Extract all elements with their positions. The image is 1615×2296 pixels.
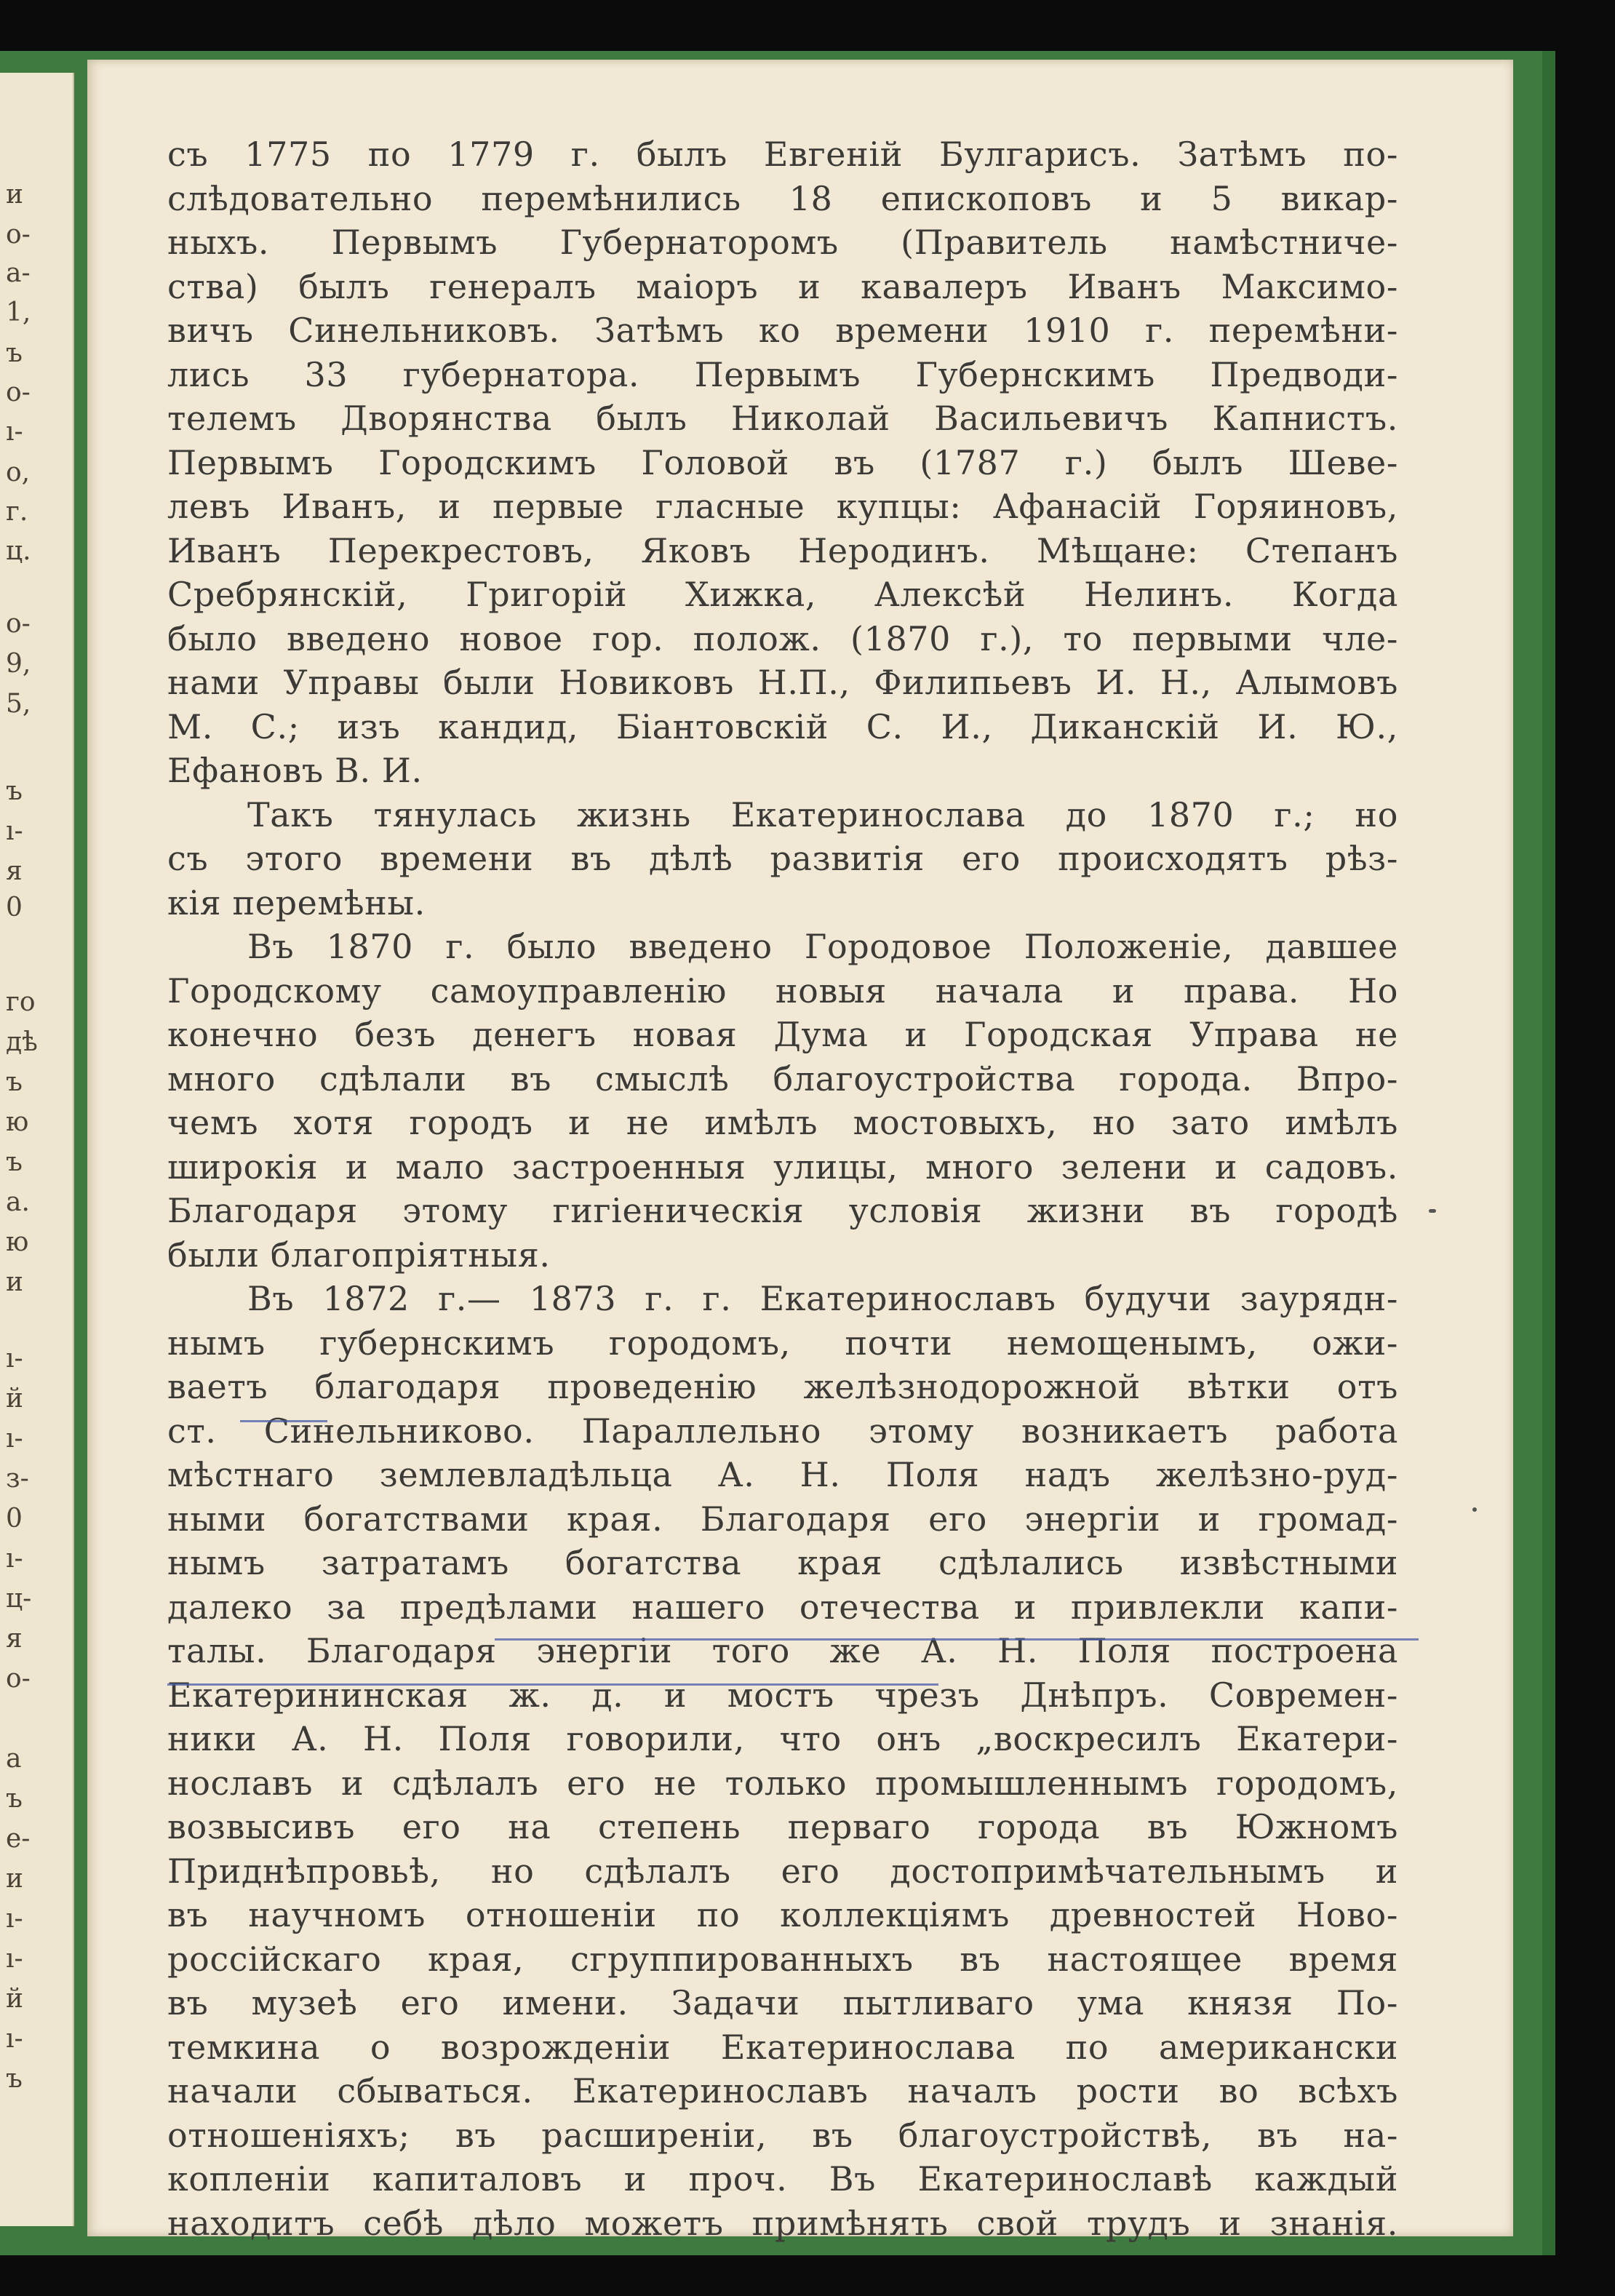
text-line: возвысивъ его на степень перваго города въ Южномъ <box>167 1807 1398 1846</box>
left-page-fragment: ı- <box>6 417 23 447</box>
text-line: нымъ губернскимъ городомъ, почти немощенымъ, ожи- <box>167 1323 1398 1363</box>
text-line: копленіи капиталовъ и проч. Въ Екатеринославѣ каждый <box>167 2159 1398 2199</box>
text-line: Городскому самоуправленію новыя начала и права. Но <box>167 970 1398 1011</box>
book-page <box>87 60 1513 2243</box>
left-page-fragment: и <box>6 180 23 210</box>
left-page-fragment: ю <box>6 1107 29 1137</box>
left-page-fragment: й <box>6 1384 23 1414</box>
left-page-fragment: ъ <box>6 1067 23 1097</box>
text-line: россійскаго края, сгруппированныхъ въ настоящее время <box>167 1939 1398 1979</box>
text-line: кія перемѣны. <box>167 882 426 922</box>
text-line: слѣдовательно перемѣнились 18 епископовъ и 5 викар- <box>167 178 1398 218</box>
left-page-fragment: ц. <box>6 536 31 566</box>
left-page-fragment: дѣ <box>6 1027 38 1057</box>
pencil-underline-mark <box>167 1683 938 1686</box>
left-page-fragment: ı- <box>6 1904 23 1934</box>
text-line: ными богатствами края. Благодаря его энергіи и громад- <box>167 1499 1398 1539</box>
text-line: Въ 1870 г. было введено Городовое Положеніе, давшее <box>247 927 1398 966</box>
text-line: мѣстнаго землевладѣльца А. Н. Поля надъ желѣзно-руд- <box>167 1455 1398 1494</box>
text-line: ст. Синельниково. Параллельно этому возникаетъ работа <box>167 1411 1398 1451</box>
left-page-fragment: о- <box>6 378 31 407</box>
left-page-fragment: 0 <box>6 893 23 922</box>
text-line: вичъ Синельниковъ. Затѣмъ ко времени 1910 г. перемѣни- <box>167 311 1398 350</box>
left-page-fragment: го <box>6 987 36 1017</box>
text-line: въ музеѣ его имени. Задачи пытливаго ума князя По- <box>167 1983 1398 2022</box>
left-page-fragment: г. <box>6 497 28 527</box>
left-page-fragment: о- <box>6 609 31 639</box>
text-line: было введено новое гор. полож. (1870 г.), то первыми чле- <box>167 618 1398 658</box>
left-page-fragment: ц- <box>6 1584 32 1614</box>
left-page-fragment: ı- <box>6 1344 23 1374</box>
left-page-fragment: о- <box>6 220 31 250</box>
text-line: много сдѣлали въ смыслѣ благоустройства города. Впро- <box>167 1059 1398 1099</box>
left-page-fragment: и <box>6 1864 23 1894</box>
left-page-fragment: а <box>6 1744 22 1774</box>
text-line: телемъ Дворянства былъ Николай Васильевичъ Капнистъ. <box>167 399 1398 438</box>
text-line: Въ 1872 г.— 1873 г. г. Екатеринославъ будучи заурядн- <box>247 1279 1398 1318</box>
text-line: нымъ затратамъ богатства края сдѣлались извѣстными <box>167 1543 1398 1582</box>
text-line: Иванъ Перекрестовъ, Яковъ Неродинъ. Мѣщане: Степанъ <box>167 530 1398 570</box>
left-page-fragment: з- <box>6 1464 29 1494</box>
left-page-fragment: 1, <box>6 298 31 327</box>
left-page-fragment: ı- <box>6 2024 23 2054</box>
left-page-fragment: ъ <box>6 338 23 368</box>
left-page-fragment: ъ <box>6 776 23 806</box>
text-line: нами Управы были Новиковъ Н.П., Филипьевъ И. Н., Алымовъ <box>167 663 1398 702</box>
text-line: ства) былъ генералъ маіоръ и кавалеръ Иванъ Максимо- <box>167 266 1398 306</box>
left-page-fragment: а- <box>6 258 31 288</box>
left-page-fragment: 5, <box>6 689 31 719</box>
text-line: Благодаря этому гигіеническія условія жизни въ городѣ <box>167 1191 1398 1230</box>
text-line: чемъ хотя городъ и не имѣлъ мостовыхъ, но зато имѣлъ <box>167 1103 1398 1142</box>
left-page-fragment: и <box>6 1267 23 1297</box>
pencil-underline-mark <box>495 1638 1419 1641</box>
text-line: ныхъ. Первымъ Губернаторомъ (Правитель намѣстниче- <box>167 223 1398 262</box>
left-facing-page <box>0 73 74 2226</box>
left-page-fragment: о- <box>6 1664 31 1694</box>
text-line: въ научномъ отношеніи по коллекціямъ древностей Ново- <box>167 1895 1398 1934</box>
text-line: лись 33 губернатора. Первымъ Губернскимъ Предводи- <box>167 354 1398 394</box>
left-page-fragment: 9, <box>6 649 31 679</box>
margin-mark <box>1472 1507 1477 1512</box>
text-line: съ этого времени въ дѣлѣ развитія его происходятъ рѣз- <box>167 839 1398 878</box>
left-page-fragment: ю <box>6 1227 29 1257</box>
left-page-fragment: ı- <box>6 1544 23 1574</box>
left-page-fragment: ı- <box>6 816 23 846</box>
text-line: Сребрянскій, Григорій Хижка, Алексѣй Нелинъ. Когда <box>167 575 1398 614</box>
text-line: левъ Иванъ, и первые гласные купцы: Афанасій Горяиновъ, <box>167 487 1398 526</box>
left-page-fragment: ı- <box>6 1424 23 1454</box>
text-line: съ 1775 по 1779 г. былъ Евгеній Булгарисъ. Затѣмъ по- <box>167 135 1398 174</box>
text-line: талы. Благодаря энергіи того же А. Н. Поля построена <box>167 1631 1398 1670</box>
text-line: Екатерининская ж. д. и мостъ чрезъ Днѣпръ. Современ- <box>167 1675 1398 1715</box>
left-page-fragment: е- <box>6 1824 31 1854</box>
left-page-fragment: ъ <box>6 1784 23 1814</box>
text-line: ваетъ благодаря проведенію желѣзнодорожной вѣтки отъ <box>167 1367 1398 1406</box>
pencil-underline-mark <box>240 1420 327 1422</box>
text-line: Первымъ Городскимъ Головой въ (1787 г.) былъ Шеве- <box>167 442 1398 482</box>
left-page-fragment: я <box>6 856 23 886</box>
page-text-block <box>167 132 1398 2245</box>
left-page-fragment: 0 <box>6 1504 23 1534</box>
text-line: Такъ тянулась жизнь Екатеринослава до 1870 г.; но <box>247 794 1398 834</box>
text-line: Приднѣпровьѣ, но сдѣлалъ его достопримѣчательнымъ и <box>167 1851 1398 1891</box>
left-page-fragment: я <box>6 1624 23 1654</box>
text-line: М. С.; изъ кандид, Біантовскій С. И., Диканскій И. Ю., <box>167 706 1398 746</box>
text-line: широкія и мало застроенныя улицы, много зелени и садовъ. <box>167 1147 1398 1187</box>
margin-mark <box>1429 1209 1436 1213</box>
text-line: конечно безъ денегъ новая Дума и Городская Управа не <box>167 1015 1398 1054</box>
text-line: нославъ и сдѣлалъ его не только промышленнымъ городомъ, <box>167 1763 1398 1803</box>
text-line: Ефановъ В. И. <box>167 751 423 790</box>
left-page-fragment: й <box>6 1984 23 2014</box>
text-line: далеко за предѣлами нашего отечества и привлекли капи- <box>167 1587 1398 1627</box>
text-line: отношеніяхъ; въ расширеніи, въ благоустройствѣ, въ на- <box>167 2115 1398 2155</box>
left-page-fragment: ъ <box>6 2064 23 2094</box>
left-page-fragment: о, <box>6 458 31 487</box>
text-line: начали сбываться. Екатеринославъ началъ рости во всѣхъ <box>167 2071 1398 2110</box>
text-line: были благопріятныя. <box>167 1235 551 1275</box>
left-page-fragment: ъ <box>6 1147 23 1177</box>
left-page-fragment: а. <box>6 1187 30 1217</box>
text-line: ники А. Н. Поля говорили, что онъ „воскресилъ Екатери- <box>167 1719 1398 1758</box>
left-page-fragment: ı- <box>6 1944 23 1974</box>
text-line: находитъ себѣ дѣло можетъ примѣнять свой трудъ и знанія. <box>167 2203 1398 2243</box>
text-line: темкина о возрожденіи Екатеринослава по американски <box>167 2027 1398 2067</box>
